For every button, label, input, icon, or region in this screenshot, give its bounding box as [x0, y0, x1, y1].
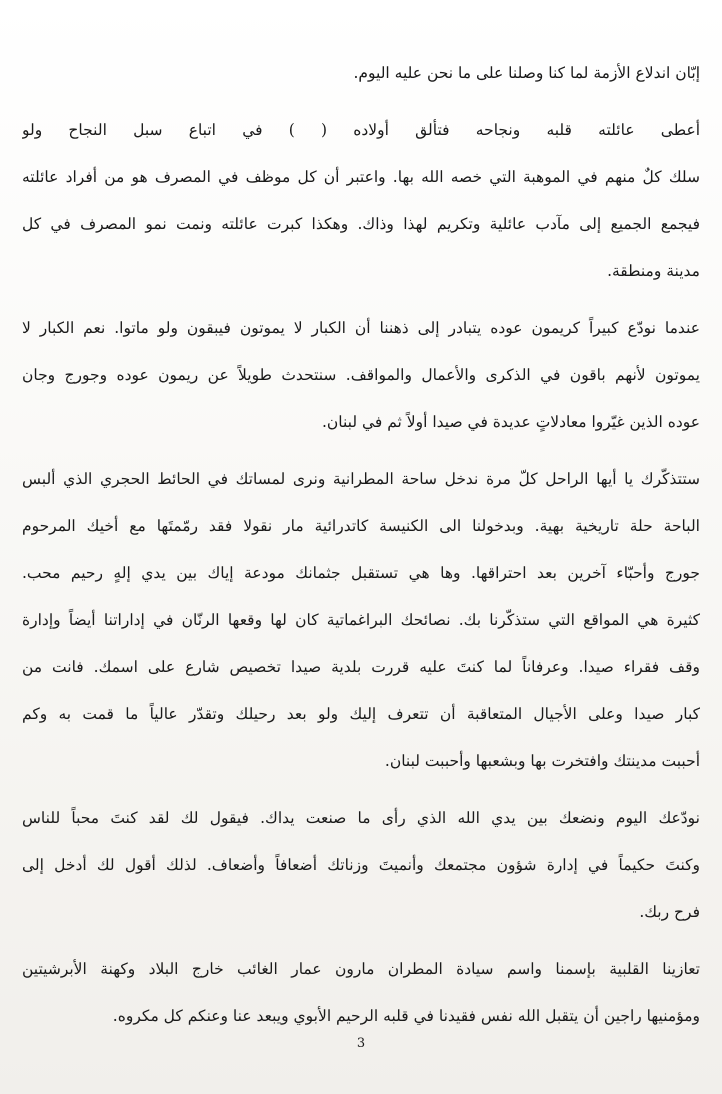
text-line: فرح ربك.: [639, 903, 700, 921]
paragraph-1: [22, 50, 700, 97]
text-line: جورج وأحبّاء آخرين بعد احتراقها. وها هي تستقبل جثمانك مودعة إياك بين يدي إلهٍ رحيم محب.: [22, 564, 700, 582]
text-line: كثيرة هي المواقع التي ستذكّرنا بك. نصائحك البراغماتية كان لها وقعها الرنّان في إداراتنا أيضاً وإدارة: [22, 611, 700, 629]
text-line: سلك كلٌ منهم في الموهبة التي خصه الله بها. واعتبر أن كل موظف في المصرف هو من أفراد عائلته: [22, 168, 700, 186]
text-line: فيجمع الجميع إلى مآدب عائلية وتكريم لهذا وذاك. وهكذا كبرت عائلته ونمت نمو المصرف في كل: [22, 215, 700, 233]
paragraph-3: [22, 305, 700, 446]
text-line: مدينة ومنطقة.: [607, 262, 700, 280]
paragraph-5: [22, 795, 700, 936]
paragraph-6: [22, 946, 700, 1040]
text-line: إبّان اندلاع الأزمة لما كنا وصلنا على ما نحن عليه اليوم.: [353, 64, 700, 82]
text-line: أعطى عائلته قلبه ونجاحه فتألق أولاده ( ) في اتباع سبل النجاح ولو: [22, 121, 700, 139]
paragraph-2: [22, 107, 700, 295]
text-line: وقف فقراء صيدا. وعرفاناً لما كنتَ عليه قررت بلدية صيدا تخصيص شارع على اسمك. فانت من: [22, 658, 700, 676]
text-line: أحببت مدينتك وافتخرت بها وبشعبها وأحببت لبنان.: [384, 752, 700, 770]
text-line: عندما نودّع كبيراً كريمون عوده يتبادر إلى ذهننا أن الكبار لا يموتون فيبقون ولو ماتوا. نعم الكبار لا: [22, 319, 700, 337]
text-line: كبار صيدا وعلى الأجيال المتعاقبة أن تتعرف إليك ولو بعد رحيلك وتقدّر عالياً ما قمت به وكم: [22, 705, 700, 723]
text-line: تعازينا القلبية بإسمنا واسم سيادة المطران مارون عمار الغائب خارج البلاد وكهنة الأبرشيتين: [22, 960, 700, 978]
text-line: وكنتَ حكيماً في إدارة شؤون مجتمعك وأنميتَ وزناتك أضعافاً وأضعاف. لذلك أقول لك أدخل إلى: [22, 856, 700, 874]
page-number: 3: [356, 1036, 366, 1051]
text-line: الباحة حلة تاريخية بهية. وبدخولنا الى الكنيسة كاتدرائية مار نقولا فقد رمّمتَها مع أخيك المرحوم: [22, 517, 700, 535]
text-line: ستتذكّرك يا أيها الراحل كلّ مرة ندخل ساحة المطرانية ونرى لمساتك في الحائط الحجري الذي ألبس: [22, 470, 700, 488]
text-line: يموتون لأنهم باقون في الذكرى والأعمال والمواقف. سنتحدث طويلاً عن ريمون عوده وجورج وجان: [22, 366, 700, 384]
paragraph-4: [22, 456, 700, 785]
text-line: نودّعك اليوم ونضعك بين يدي الله الذي رأى ما صنعت يداك. فيقول لك لقد كنتَ محباً للناس: [22, 809, 700, 827]
text-line: عوده الذين غيّروا معادلاتٍ عديدة في صيدا أولاً ثم في لبنان.: [321, 413, 700, 431]
text-line: ومؤمنيها راجين أن يتقبل الله نفس فقيدنا في قلبه الرحيم الأبوي ويبعد عنا وعنكم كل مكروه.: [112, 1007, 700, 1025]
body-text: [22, 50, 700, 1050]
